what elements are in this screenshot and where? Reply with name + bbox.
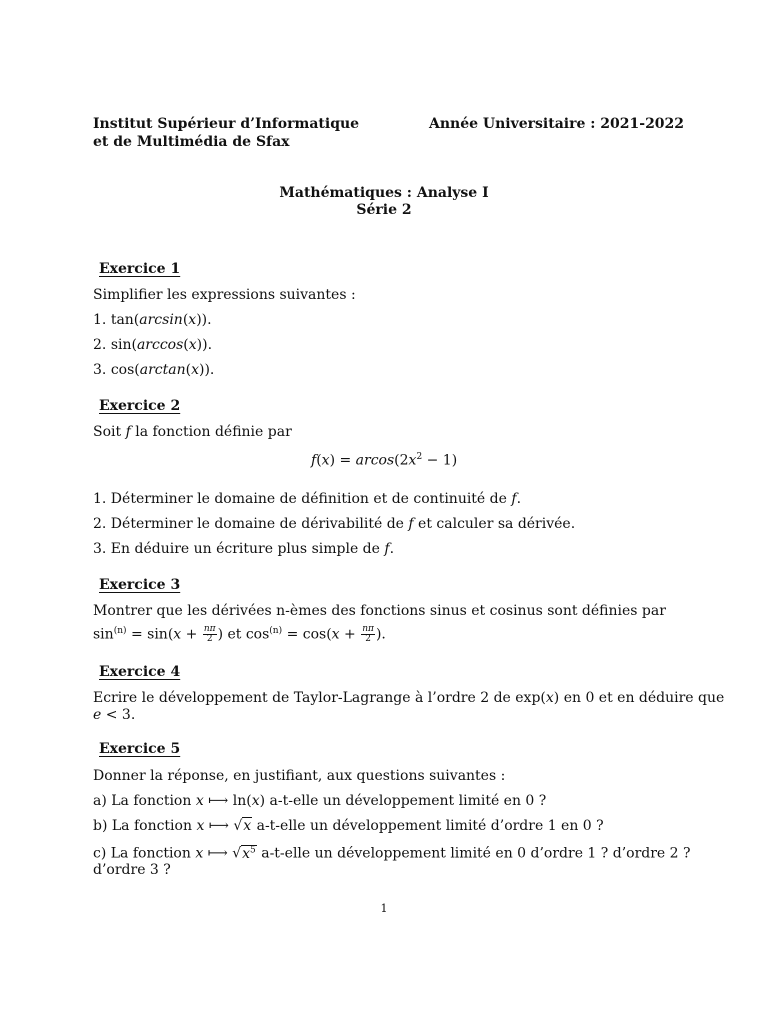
exercise-2-question-1: 1. Déterminer le domaine de définition et de continuité de f.: [93, 491, 522, 507]
exercise-2-question-3: 3. En déduire un écriture plus simple de f.: [93, 541, 395, 557]
exercise-2-equation: $f(x) = arcos(2x^2 - 1)$: [311, 452, 458, 469]
exercise-5-question-c: c) La fonction x ⟼ $√x^5$ a-t-elle un développement limité en 0 d’ordre 1 ? d’ordre 2 ?: [93, 845, 691, 862]
exercise-5-question-a: a) La fonction x ⟼ ln(x) a-t-elle un développement limité en 0 ?: [93, 793, 547, 809]
exercise-5-question-c-continued: d’ordre 3 ?: [93, 862, 171, 878]
institution-line1: Institut Supérieur d’Informatique: [93, 116, 360, 132]
page-number: 1: [380, 902, 388, 915]
academic-year: Année Universitaire : 2021-2022: [429, 116, 685, 132]
exercise-2-intro: Soit f la fonction définie par: [93, 424, 292, 440]
exercise-1-item-2: 2. sin(arccos(x)).: [93, 337, 213, 353]
exercise-3-formula: $\sin^{(n)} = \sin(x$ + $\frac{n\pi}{2}$ ) et $\cos^{(n)} = \cos(x$ + $\frac{n\pi}{2}$ ).: [93, 624, 386, 644]
exercise-3-title: Exercice 3: [99, 577, 181, 593]
exercise-1-title: Exercice 1: [99, 261, 181, 277]
institution-line2: et de Multimédia de Sfax: [93, 134, 290, 150]
exercise-5-question-b: b) La fonction x ⟼ √x a-t-elle un développement limité d’ordre 1 en 0 ?: [93, 818, 604, 834]
course-title: Mathématiques : Analyse I: [279, 185, 489, 201]
exercise-1-item-1: 1. tan(arcsin(x)).: [93, 312, 212, 328]
exercise-1-intro: Simplifier les expressions suivantes :: [93, 287, 356, 303]
series-title: Série 2: [356, 202, 412, 218]
exercise-1-item-3: 3. cos(arctan(x)).: [93, 362, 215, 378]
exercise-5-title: Exercice 5: [99, 741, 181, 757]
exercise-2-question-2: 2. Déterminer le domaine de dérivabilité de f et calculer sa dérivée.: [93, 516, 576, 532]
exercise-4-title: Exercice 4: [99, 664, 181, 680]
exercise-3-line-1: Montrer que les dérivées n-èmes des fonctions sinus et cosinus sont définies par: [93, 603, 666, 619]
exercise-2-title: Exercice 2: [99, 398, 181, 414]
exercise-5-intro: Donner la réponse, en justifiant, aux questions suivantes :: [93, 768, 506, 784]
exercise-4-line-2: e < 3.: [93, 707, 136, 723]
exercise-4-line-1: Ecrire le développement de Taylor-Lagrange à l’ordre 2 de exp(x) en 0 et en déduire que: [93, 690, 725, 706]
